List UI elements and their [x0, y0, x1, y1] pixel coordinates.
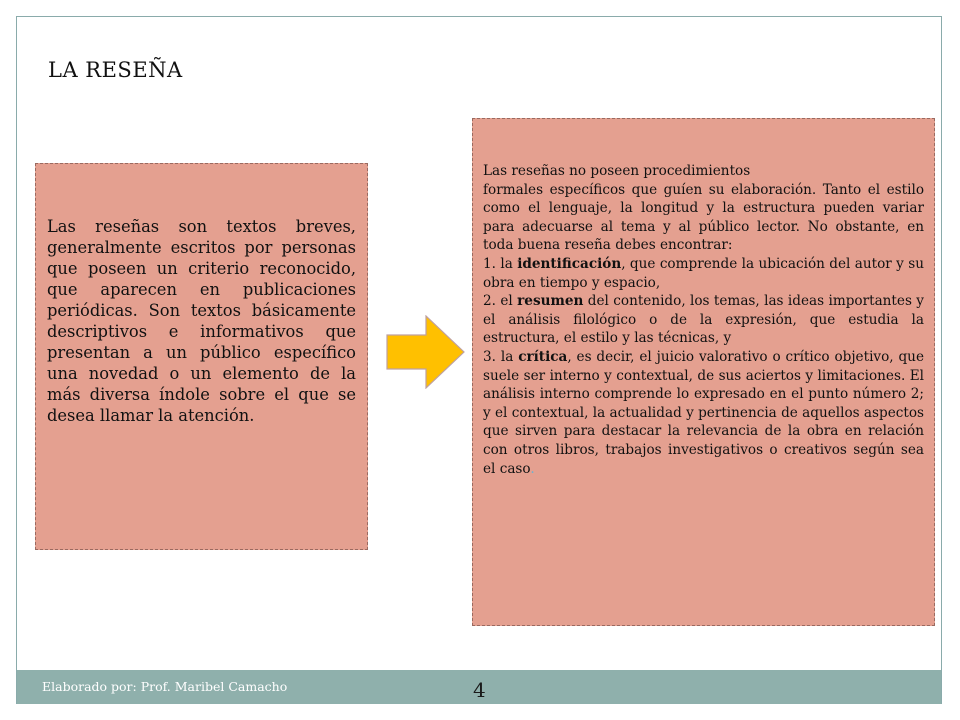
final-period: .	[530, 460, 535, 477]
slide-title: LA RESEÑA	[48, 58, 183, 82]
definition-text: Las reseñas son textos breves, generalmente escritos por personas que poseen un criterio reconocido, que aparecen en publicaciones periódicas. Son textos básicamente descriptivos e informativos que presentan a un público específico una novedad o un elemento de la más diversa índole sobre el que se desea llamar la atención.	[47, 217, 356, 425]
element-item-resumen: 2. el resumen del contenido, los temas, las ideas importantes y el análisis filológico o de la expresión, que estudia la estructura, el estilo y las técnicas, y	[483, 293, 924, 347]
definition-box	[35, 163, 368, 550]
footer-bar	[17, 670, 941, 704]
page-number: 4	[473, 678, 486, 702]
term-identificacion: identificación	[517, 255, 622, 272]
element-item-critica: 3. la crítica, es decir, el juicio valorativo o crítico objetivo, que suele ser interno y contextual, de sus aciertos y limitaciones. El análisis interno comprende lo expresado en el punto número 2; y el contextual, la actualidad y pertinencia de aquellos aspectos que sirven para destacar la relevancia de la obra en relación con otros libros, trabajos investigativos o creativos según sea el caso.	[483, 348, 925, 477]
elements-intro-line: Las reseñas no poseen procedimientos	[483, 163, 751, 179]
right-arrow-icon	[386, 315, 466, 389]
element-item-identificacion: 1. la identificación, que comprende la ubicación del autor y su obra en tiempo y espacio,	[483, 255, 924, 291]
elements-box	[472, 118, 935, 626]
term-resumen: resumen	[517, 293, 584, 310]
footer-author: Elaborado por: Prof. Maribel Camacho	[42, 679, 288, 694]
elements-intro-paragraph: formales específicos que guíen su elaboración. Tanto el estilo como el lenguaje, la longitud y la estructura pueden variar para adecuarse al tema y al público lector. No obstante, en toda buena reseña debes encontrar:	[483, 181, 924, 254]
term-critica: crítica	[518, 348, 568, 365]
